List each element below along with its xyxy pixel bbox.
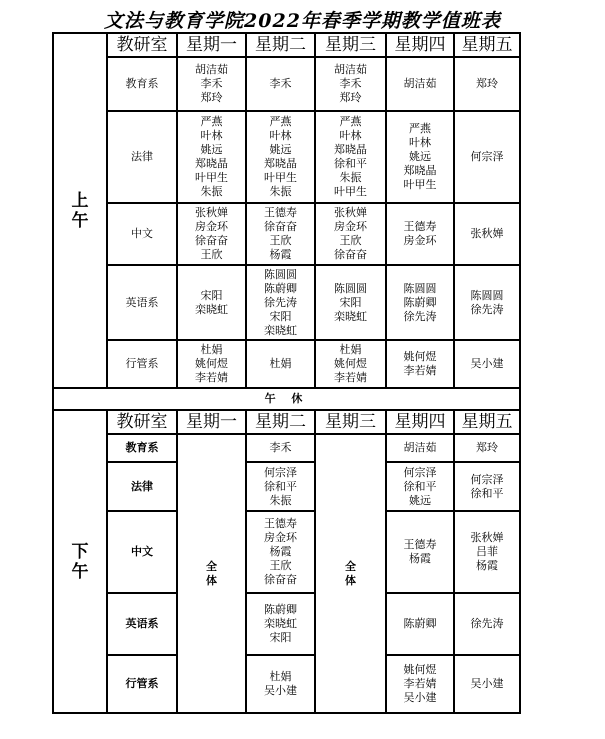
staff-name: 朱振 <box>339 171 362 184</box>
staff-name: 叶林 <box>409 136 431 149</box>
staff-name: 房金环 <box>334 220 367 233</box>
period-label-morning <box>53 33 107 388</box>
staff-name: 张秋婵 <box>195 206 228 219</box>
staff-name: 李禾 <box>269 77 292 90</box>
staff-name: 杨霞 <box>269 248 292 261</box>
staff-name: 徐奋奋 <box>264 573 297 586</box>
staff-name: 李禾 <box>200 77 223 90</box>
staff-name: 姚远 <box>200 143 223 156</box>
staff-name: 李若婧 <box>403 364 437 377</box>
staff-name: 郑晓晶 <box>264 157 297 170</box>
staff-name: 胡洁茹 <box>195 63 228 76</box>
staff-name: 朱振 <box>200 185 223 198</box>
staff-name: 王欣 <box>200 248 223 261</box>
department-cell: 行管系 <box>107 655 177 713</box>
staff-name: 胡洁茹 <box>334 63 367 76</box>
duty-cell <box>246 265 315 340</box>
noon-break-row <box>53 388 520 410</box>
period-char: 午 <box>71 561 89 582</box>
staff-name: 陈圆圆 <box>264 267 297 281</box>
duty-cell <box>315 265 386 340</box>
duty-cell <box>315 111 386 203</box>
duty-cell <box>386 511 454 593</box>
staff-name: 杜娟 <box>269 357 292 370</box>
staff-name: 王德寿 <box>403 538 437 551</box>
staff-name: 何宗泽 <box>264 465 297 479</box>
staff-name: 姚何煜 <box>403 663 437 676</box>
duty-cell <box>246 462 315 511</box>
department-cell: 行管系 <box>107 340 177 388</box>
table-row <box>53 111 520 203</box>
table-row <box>53 340 520 388</box>
table-row <box>53 462 520 511</box>
staff-name: 宋阳 <box>269 631 292 644</box>
duty-cell <box>386 593 454 655</box>
staff-name: 郑玲 <box>476 77 498 90</box>
staff-name: 宋阳 <box>200 288 223 302</box>
header-row <box>53 33 520 57</box>
department-cell: 英语系 <box>107 265 177 340</box>
staff-name: 郑晓晶 <box>403 164 437 177</box>
staff-name: 严燕 <box>409 122 431 135</box>
staff-name: 叶甲生 <box>195 171 228 184</box>
staff-name: 吕菲 <box>476 545 498 558</box>
monday-all-staff <box>177 434 246 713</box>
duty-cell <box>386 57 454 111</box>
staff-name: 王德寿 <box>264 206 297 219</box>
duty-cell <box>454 655 520 713</box>
staff-name: 何宗泽 <box>470 150 504 163</box>
column-header: 星期四 <box>386 33 454 57</box>
staff-name: 陈蔚卿 <box>403 295 437 309</box>
period-char: 下 <box>71 541 89 562</box>
staff-name: 陈蔚卿 <box>264 281 297 295</box>
staff-name: 杨霞 <box>269 545 292 558</box>
staff-name: 胡洁茹 <box>403 441 437 454</box>
column-header: 星期二 <box>246 410 315 434</box>
staff-name: 何宗泽 <box>403 465 437 479</box>
staff-name: 叶甲生 <box>403 178 437 191</box>
staff-name: 栾晓虹 <box>334 309 367 323</box>
staff-name: 郑晓晶 <box>195 157 228 170</box>
duty-cell <box>246 655 315 713</box>
header-row <box>53 410 520 434</box>
column-header: 教研室 <box>107 33 177 57</box>
staff-name: 王欣 <box>269 559 292 572</box>
staff-name: 姚何煜 <box>334 357 367 370</box>
staff-name: 姚何煜 <box>195 357 228 370</box>
wednesday-all-staff <box>315 434 386 713</box>
period-char: 午 <box>71 210 89 231</box>
table-row <box>53 655 520 713</box>
staff-name: 吴小建 <box>470 677 504 690</box>
staff-name: 胡洁茹 <box>403 77 437 90</box>
duty-cell <box>386 340 454 388</box>
staff-name: 张秋婵 <box>470 227 504 240</box>
staff-name: 杨霞 <box>476 559 498 572</box>
column-header: 星期五 <box>454 33 520 57</box>
column-header: 星期二 <box>246 33 315 57</box>
staff-name: 徐和平 <box>403 479 437 493</box>
staff-name: 郑玲 <box>339 91 362 104</box>
duty-cell <box>246 593 315 655</box>
duty-cell <box>177 57 246 111</box>
duty-cell <box>315 203 386 265</box>
duty-cell <box>454 511 520 593</box>
all-staff-char: 全 <box>345 559 356 573</box>
staff-name: 房金环 <box>264 531 297 544</box>
duty-cell <box>246 57 315 111</box>
staff-name: 姚远 <box>409 493 431 507</box>
staff-name: 严燕 <box>200 115 223 128</box>
duty-cell <box>454 57 520 111</box>
duty-cell <box>177 203 246 265</box>
staff-name: 王欣 <box>339 234 362 247</box>
duty-cell <box>454 111 520 203</box>
staff-name: 徐先涛 <box>470 302 504 316</box>
staff-name: 张秋婵 <box>470 531 504 544</box>
staff-name: 李禾 <box>339 77 362 90</box>
table-row <box>53 265 520 340</box>
staff-name: 姚远 <box>269 143 292 156</box>
staff-name: 李若婧 <box>195 371 228 384</box>
staff-name: 叶甲生 <box>334 185 367 198</box>
staff-name: 陈圆圆 <box>403 281 437 295</box>
duty-cell <box>386 462 454 511</box>
staff-name: 徐奋奋 <box>334 248 367 261</box>
staff-name: 朱振 <box>269 493 292 507</box>
table-row <box>53 57 520 111</box>
column-header: 星期三 <box>315 410 386 434</box>
staff-name: 姚远 <box>409 150 431 163</box>
department-cell: 教育系 <box>107 434 177 462</box>
staff-name: 徐奋奋 <box>195 234 228 247</box>
department-cell: 英语系 <box>107 593 177 655</box>
duty-cell <box>386 111 454 203</box>
staff-name: 王欣 <box>269 234 292 247</box>
staff-name: 杜娟 <box>269 670 292 683</box>
staff-name: 陈圆圆 <box>334 281 367 295</box>
staff-name: 徐和平 <box>334 157 367 170</box>
duty-cell <box>454 434 520 462</box>
staff-name: 王德寿 <box>264 517 297 530</box>
duty-schedule-table <box>52 32 521 714</box>
duty-cell <box>386 203 454 265</box>
duty-cell <box>177 265 246 340</box>
staff-name: 朱振 <box>269 185 292 198</box>
duty-cell <box>177 340 246 388</box>
staff-name: 陈蔚卿 <box>264 603 297 616</box>
staff-name: 徐奋奋 <box>264 220 297 233</box>
column-header: 星期一 <box>177 410 246 434</box>
duty-cell <box>246 111 315 203</box>
duty-cell <box>246 340 315 388</box>
staff-name: 严燕 <box>339 115 362 128</box>
duty-cell <box>177 111 246 203</box>
staff-name: 叶林 <box>200 129 223 142</box>
duty-cell <box>315 340 386 388</box>
period-char: 上 <box>71 190 89 211</box>
staff-name: 栾晓虹 <box>264 323 297 337</box>
duty-cell <box>246 434 315 462</box>
duty-cell <box>315 57 386 111</box>
table-row <box>53 511 520 593</box>
staff-name: 吴小建 <box>470 357 504 370</box>
staff-name: 宋阳 <box>339 295 362 309</box>
staff-name: 陈圆圆 <box>470 288 504 302</box>
staff-name: 徐先涛 <box>264 295 297 309</box>
staff-name: 陈蔚卿 <box>403 617 437 630</box>
staff-name: 杜娟 <box>200 343 223 356</box>
staff-name: 李若婧 <box>403 677 437 690</box>
department-cell: 教育系 <box>107 57 177 111</box>
staff-name: 叶林 <box>269 129 292 142</box>
staff-name: 栾晓虹 <box>264 617 297 630</box>
duty-cell <box>246 511 315 593</box>
table-row <box>53 434 520 462</box>
staff-name: 徐和平 <box>470 486 504 500</box>
staff-name: 郑玲 <box>476 441 498 454</box>
staff-name: 房金环 <box>403 234 437 247</box>
staff-name: 姚何煜 <box>403 350 437 363</box>
duty-cell <box>454 340 520 388</box>
staff-name: 叶甲生 <box>264 171 297 184</box>
column-header: 教研室 <box>107 410 177 434</box>
all-staff-char: 全 <box>206 559 217 573</box>
duty-cell <box>454 203 520 265</box>
column-header: 星期一 <box>177 33 246 57</box>
department-cell: 中文 <box>107 511 177 593</box>
staff-name: 徐先涛 <box>403 309 437 323</box>
duty-cell <box>386 434 454 462</box>
staff-name: 何宗泽 <box>470 472 504 486</box>
staff-name: 杨霞 <box>409 552 431 565</box>
staff-name: 王德寿 <box>403 220 437 233</box>
staff-name: 叶林 <box>339 129 362 142</box>
staff-name: 宋阳 <box>269 309 292 323</box>
duty-cell <box>454 593 520 655</box>
noon-break-label: 午 休 <box>53 388 520 410</box>
department-cell: 法律 <box>107 462 177 511</box>
staff-name: 徐和平 <box>264 479 297 493</box>
staff-name: 张秋婵 <box>334 206 367 219</box>
table-row <box>53 593 520 655</box>
duty-cell <box>386 655 454 713</box>
staff-name: 栾晓虹 <box>195 302 228 316</box>
staff-name: 郑晓晶 <box>334 143 367 156</box>
period-label-afternoon <box>53 410 107 713</box>
staff-name: 严燕 <box>269 115 292 128</box>
page-title: 文法与教育学院2022年春季学期教学值班表 <box>104 10 501 32</box>
duty-cell <box>246 203 315 265</box>
staff-name: 吴小建 <box>264 684 297 697</box>
all-staff-char: 体 <box>345 573 356 587</box>
duty-cell <box>386 265 454 340</box>
staff-name: 李若婧 <box>334 371 367 384</box>
staff-name: 吴小建 <box>403 691 437 704</box>
all-staff-char: 体 <box>206 573 217 587</box>
staff-name: 郑玲 <box>200 91 223 104</box>
table-row <box>53 203 520 265</box>
column-header: 星期三 <box>315 33 386 57</box>
column-header: 星期五 <box>454 410 520 434</box>
column-header: 星期四 <box>386 410 454 434</box>
department-cell: 法律 <box>107 111 177 203</box>
staff-name: 房金环 <box>195 220 228 233</box>
staff-name: 李禾 <box>269 441 292 454</box>
duty-cell <box>454 462 520 511</box>
staff-name: 杜娟 <box>339 343 362 356</box>
staff-name: 徐先涛 <box>470 617 504 630</box>
duty-cell <box>454 265 520 340</box>
department-cell: 中文 <box>107 203 177 265</box>
